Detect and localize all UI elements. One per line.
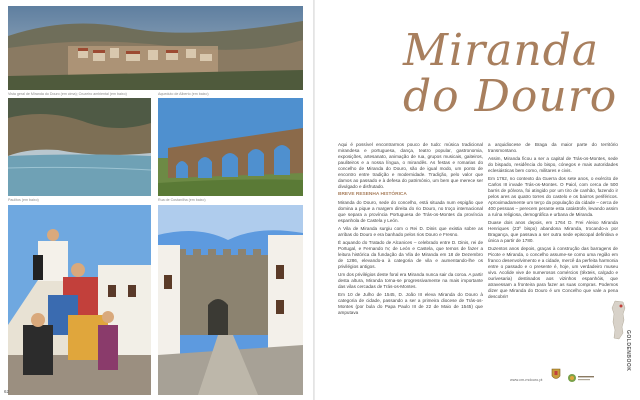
section-subheading: BREVE RESENHA HISTÓRICA (338, 192, 407, 197)
caption-2: Aqueduto de Alberto (em baixo) (158, 92, 209, 96)
col2-paragraph-1: a arquidiocese de Braga da maior parte do território transmontano. (488, 142, 618, 153)
photo-town-aerial (8, 6, 303, 90)
left-page (0, 0, 315, 400)
col2-paragraph-3: Em 1762, no contexto da Guerra dos sete anos, o exército de Carlos III invade Trás-os-Montes. O Paiol, com cerca de 500 barris de pólvora, foi atingido por um tiro de canhão, fazendo ir pelos ares as quatro torres do castelo e os bairros periféricos. Aproximadamente um terço da população da cidade – cerca de 400 pessoas – perecem perante esta catástrofe, levando assim a ruína religiosa, demográfica e urbana de Miranda. (488, 176, 618, 217)
page-number: 62 (4, 389, 10, 394)
side-tab (625, 290, 640, 400)
title-line-1: Miranda (403, 25, 600, 76)
caption-4: Rua de Costanilha (em baixo) (158, 198, 206, 202)
history-paragraph-3: É aquando do Tratado de Alcanices – celebrado entre D. Dinis, rei de Portugal, e Fernando IV, de León e Castela, que temos de fazer a leitura histórica da fundação da Vila de Miranda em 18 de Dezembro de 1286, elevando-a à categoria de vila e aumentando-lhe os privilégios antigos. (338, 240, 483, 269)
dancers-image (8, 205, 151, 395)
history-paragraph-2: A Vila de Miranda surgiu com o Rei D. Dinis que existia sobre as arribas do Douro e era banhado pelos rios Douro e Fresno. (338, 226, 483, 237)
history-paragraph-1: Miranda do Douro, sede do concelho, está situada num espigão que domina a pique a margem direita do rio Douro, no troço internacional que separa a província Portuguesa de Trás-os-Montes da província espanhola de Castela y León. (338, 200, 483, 223)
page-title (403, 25, 618, 122)
tourism-logo-icon (567, 370, 595, 388)
photo-river-gorge (8, 98, 151, 196)
town-aerial-image (8, 6, 303, 90)
history-paragraph-4: Um dos privilégios deste foral era Miranda nunca sair da coroa. A partir desta altura, Miranda torna-se progressivamente na mais importante das vilas cercadas de Trás-os-Montes. (338, 272, 483, 289)
photo-castle-street (158, 205, 303, 395)
photo-aqueduct (158, 98, 303, 196)
col2-paragraph-4: Duase dois anos depois, em 1764 D. Frei Aleixo Miranda Henriques (23º bispo) abandona Miranda, trocando-a por Bragança, que passava a ser outra sede episcopal definitiva e única a partir de 1780. (488, 220, 618, 243)
col2-paragraph-5: Duzentos anos depois, graças à construção das barragens de Picote e Miranda, o concelho assume-se como uma região em franco desenvolvimento e a cidade, mercê da perfeita harmonia entre o passado e o presente é, hoje, um verdadeiro museu vivo. Acolide vive de numerosos comércios (têxteis, calçado e ourivesaria) destinados aos vizinhos espanhóis, que atravessam a fronteira para fazer as suas compras. Podemos dizer que Miranda do Douro é um Concelho que vale a pena descobrir! (488, 246, 618, 299)
title-line-2: do Douro (403, 71, 618, 122)
photo-dancers (8, 205, 151, 395)
right-page (315, 0, 640, 400)
aqueduct-image (158, 98, 303, 196)
text-column-2 (488, 142, 618, 302)
intro-paragraph: Aqui é possível encontrarmos pouco de tudo: música tradicional mirandesa e portuguesa, dança, teatro popular, gastronomia, exposições, artesanato, animação de rua, grupos musicais, gaiteiros, pauliteiros e a nossa língua, o mirandês. As festas e romarias do concelho de Miranda do Douro, são de igual modo, um ponto de encontro entre tradição e modernidade. Tradição, pelo valor que damos ao passado e à defesa do património, um bem que merece ser divulgado e disfrutado. (338, 142, 483, 189)
castle-street-image (158, 205, 303, 395)
col2-paragraph-2: Assim, Miranda ficou a ser a capital de Trás-os-Montes, sede do bispado, residência do bispo, cónegos e mais autoridades eclesiásticas bem como, militares e civis. (488, 156, 618, 173)
caption-3: Paulitos (em baixo) (8, 198, 39, 202)
website-link[interactable]: www.cm-mdouro.pt (510, 378, 543, 382)
side-tab-label: GOLDENBOOK (625, 330, 631, 372)
caption-1: Vista geral de Miranda do Douro (em cima); Cruzeiro ambiental (em baixo) (8, 92, 127, 96)
history-paragraph-5: Em 10 de Julho de 1545, D. João III eleva Miranda do Douro à categoria de cidade, passando a ser a primeira diocese de Trás-os-Montes (por bula do Papa Paulo III de 22 de Maio de 1545) que amputava (338, 292, 483, 315)
river-gorge-image (8, 98, 151, 196)
text-column-1 (338, 142, 483, 318)
municipality-crest-icon (551, 368, 561, 387)
